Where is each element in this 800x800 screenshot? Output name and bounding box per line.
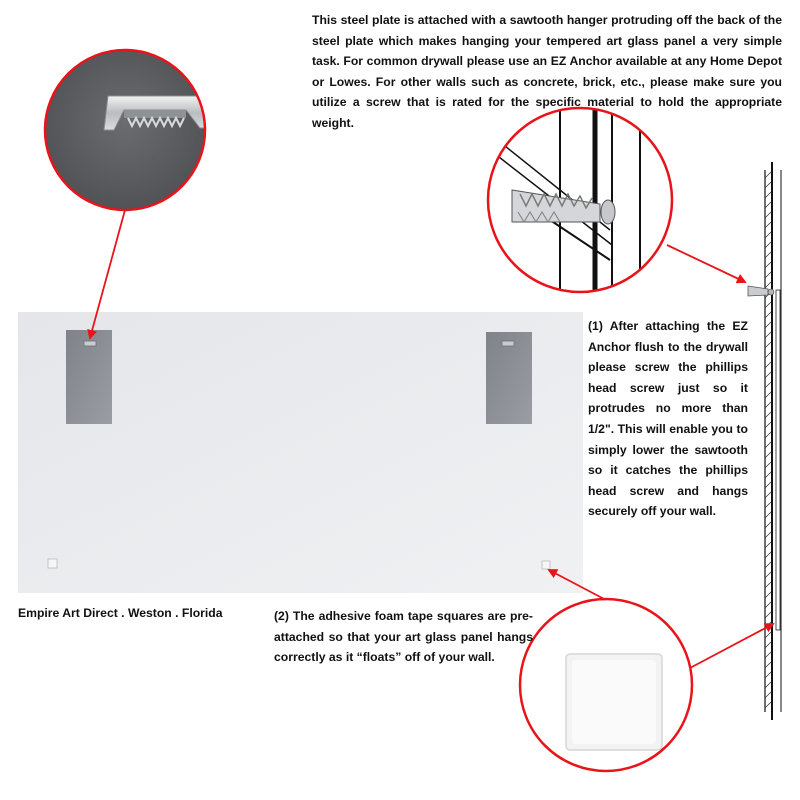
arrow-anchor-to-wall — [667, 245, 745, 282]
side-anchor-icon — [748, 286, 774, 296]
wall-hatch-line — [765, 512, 771, 518]
wall-hatch-line — [765, 412, 771, 418]
wall-hatch-line — [765, 632, 771, 638]
wall-hatch-line — [765, 572, 771, 578]
wall-hatch-line — [765, 402, 771, 408]
wall-hatch-line — [765, 382, 771, 388]
wall-hatch-line — [765, 232, 771, 238]
steel-plate-left — [66, 330, 112, 424]
wall-hatch-line — [765, 562, 771, 568]
wall-hatch-line — [765, 672, 771, 678]
wall-hatch-line — [765, 282, 771, 288]
intro-paragraph: This steel plate is attached with a sawtooth hanger protruding off the back of the steel plate which makes hanging your tempered art glass panel a very simple task. For common drywall please use an EZ Anchor available at any Home Depot or Lowes. For other walls such as concrete, brick, etc., please make sure you utilize a screw that is rated for the specific material to hold the appropriate weight. — [312, 13, 782, 130]
wall-hatch-line — [765, 472, 771, 478]
wall-hatch-line — [765, 392, 771, 398]
wall-hatch-line — [765, 442, 771, 448]
wall-hatch-line — [765, 222, 771, 228]
wall-hatch-line — [765, 432, 771, 438]
step-1-instructions: (1) After attaching the EZ Anchor flush to the drywall please screw the phillips head screw just so it protrudes no more than 1/2". This will enable you to simply lower the sawtooth so it catches the phillips head screw and hangs securely off your wall. — [588, 319, 748, 519]
wall-hatch-line — [765, 652, 771, 658]
foam-square-left — [48, 559, 57, 568]
foam-closeup-callout — [520, 599, 692, 771]
wall-hatch-line — [765, 172, 771, 178]
wall-hatch-line — [765, 362, 771, 368]
wall-hatch-line — [765, 342, 771, 348]
wall-hatch-line — [765, 372, 771, 378]
wall-hatch-line — [765, 602, 771, 608]
wall-hatch-line — [765, 482, 771, 488]
foam-square-right — [542, 561, 550, 569]
steel-plate-right — [486, 332, 532, 424]
wall-hatch-line — [765, 242, 771, 248]
wall-hatch-line — [765, 682, 771, 688]
wall-hatch-line — [765, 182, 771, 188]
wall-hatch-line — [765, 422, 771, 428]
foam-tape-square-icon — [566, 654, 662, 750]
wall-hatch-line — [765, 192, 771, 198]
wall-hatch-line — [765, 452, 771, 458]
wall-hatch-line — [765, 202, 771, 208]
wall-hatch-line — [765, 262, 771, 268]
wall-hatch-line — [765, 542, 771, 548]
wall-hatch-line — [765, 692, 771, 698]
wall-hatch-line — [765, 212, 771, 218]
wall-hatch-line — [765, 532, 771, 538]
step-2-instructions: (2) The adhesive foam tape squares are pre-attached so that your art glass panel hangs correctly as it “floats” off of your wall. — [274, 609, 533, 665]
wall-hatch-line — [765, 322, 771, 328]
wall-hatch-line — [765, 312, 771, 318]
wall-hatch-line — [765, 502, 771, 508]
wall-hatch-line — [765, 552, 771, 558]
wall-hatch-line — [765, 662, 771, 668]
wall-hatch-line — [765, 272, 771, 278]
side-panel-profile — [776, 290, 780, 630]
arrow-foam-to-wall — [690, 624, 773, 668]
wall-hatch-line — [765, 492, 771, 498]
company-footer: Empire Art Direct . Weston . Florida — [18, 606, 223, 620]
wall-hatch-line — [765, 352, 771, 358]
wall-hatch-line — [765, 302, 771, 308]
wall-hatch-line — [765, 592, 771, 598]
wall-hatch-line — [765, 642, 771, 648]
wall-hatch-line — [765, 462, 771, 468]
hanger-closeup-callout — [45, 50, 212, 210]
wall-hatch-line — [765, 612, 771, 618]
wall-hatch-line — [765, 332, 771, 338]
wall-hatch-line — [765, 522, 771, 528]
wall-hatch-line — [765, 702, 771, 708]
wall-hatch-line — [765, 582, 771, 588]
wall-hatch-line — [765, 252, 771, 258]
